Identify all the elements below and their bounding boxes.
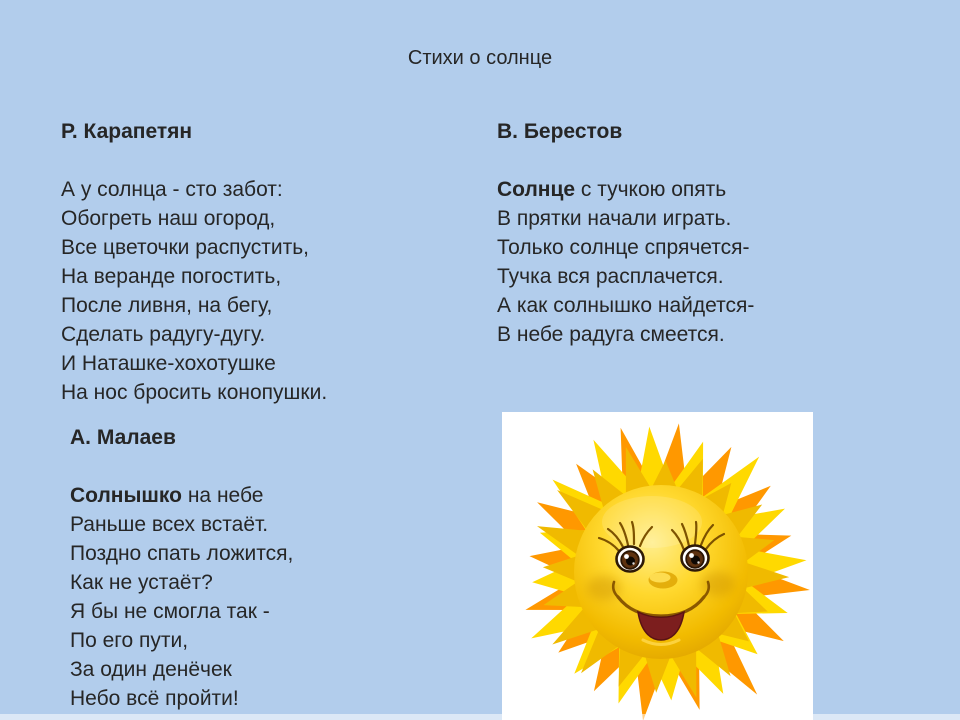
poem-line: Только солнце спрячется-	[497, 236, 750, 259]
smiling-sun-graphic	[502, 412, 813, 720]
poem-line: На нос бросить конопушки.	[61, 381, 328, 404]
poem-line: Тучка вся расплачется.	[497, 265, 724, 288]
poem-line: Поздно спать ложится,	[70, 542, 294, 565]
poem-line	[497, 175, 754, 204]
slide-bottom-edge	[0, 714, 960, 720]
poem-line	[70, 481, 293, 510]
poem-lead-rest: с тучкою опять	[575, 178, 727, 201]
poem-line: Обогреть наш огород,	[61, 207, 276, 230]
poem-line: В прятки начали играть.	[497, 207, 732, 230]
poem-line: А как солнышко найдется-	[497, 294, 755, 317]
poem-author: А. Малаев	[70, 426, 176, 449]
poem-malaev	[70, 423, 293, 713]
poem-lead-rest: на небе	[182, 484, 264, 507]
poem-line: За один денёчек	[70, 658, 232, 681]
poem-line: Все цветочки распустить,	[61, 236, 309, 259]
poem-author: Р. Карапетян	[61, 120, 193, 143]
right-eye	[682, 546, 709, 571]
poem-line: Как не устаёт?	[70, 571, 213, 594]
poem-line: В небе радуга смеется.	[497, 323, 725, 346]
nose	[649, 572, 678, 589]
poem-karapetyan	[61, 117, 327, 407]
poem-author: В. Берестов	[497, 120, 623, 143]
poem-lead-word: Солнце	[497, 178, 576, 201]
poem-line: На веранде погостить,	[61, 265, 282, 288]
smiling-sun-illustration	[502, 412, 813, 720]
poem-line: Небо всё пройти!	[70, 687, 239, 710]
poem-line: По его пути,	[70, 629, 189, 652]
left-eye	[617, 547, 644, 572]
sun-face	[574, 485, 748, 659]
poem-lead-word: Солнышко	[70, 484, 182, 507]
poem-line: После ливня, на бегу,	[61, 294, 273, 317]
poem-line: И Наташке-хохотушке	[61, 352, 276, 375]
poem-line: А у солнца - сто забот:	[61, 178, 283, 201]
poem-line: Раньше всех встаёт.	[70, 513, 269, 536]
poem-line: Я бы не смогла так -	[70, 600, 270, 623]
poem-berestov	[497, 117, 754, 349]
page-title: Стихи о солнце	[407, 47, 553, 69]
poem-line: Сделать радугу-дугу.	[61, 323, 266, 346]
